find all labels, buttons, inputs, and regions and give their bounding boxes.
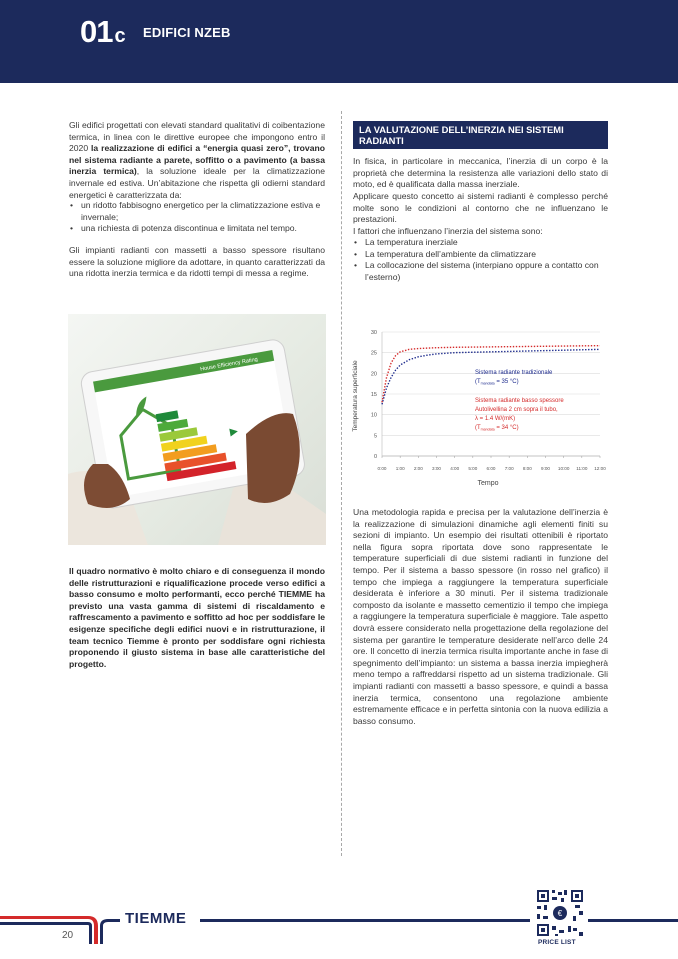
- brand-logo: TIEMME: [125, 910, 187, 927]
- y-tick-label: 5: [373, 433, 377, 440]
- tablet-energy-photo: [68, 314, 326, 545]
- x-tick-label: 0:00: [377, 466, 387, 471]
- section-number: 01 c: [80, 14, 125, 49]
- x-tick-label: 6:00: [486, 466, 496, 471]
- left-bullet: • un ridotto fabbisogno energetico per la climatizzazione estiva e invernale;: [69, 200, 325, 223]
- x-tick-label: 7:00: [504, 466, 514, 471]
- physics-paragraph: In fisica, in particolare in meccanica, l’inerzia di un corpo è la proprietà che determina la resistenza alle variazioni dello stato di moto, ed è qualificata dalla massa inerziale.: [353, 156, 608, 190]
- x-tick-label: 1:00: [395, 466, 405, 471]
- price-list-label: PRICE LIST: [538, 939, 576, 946]
- temperature-chart: [348, 322, 613, 494]
- complexity-paragraph: Applicare questo concetto ai sistemi radianti è complesso perché molte sono le condizioni al contorno che ne influenzano le prestazioni.: [353, 191, 608, 225]
- y-tick-label: 0: [373, 454, 377, 460]
- x-tick-label: 3:00: [432, 466, 441, 471]
- series-line-traditional: [382, 349, 600, 404]
- methodology-paragraph: Una metodologia rapida e precisa per la valutazione dell’inerzia è la realizzazione di simulazioni dinamiche agli elementi finiti su sezioni di impianto. Un esempio dei risultati ottenibili è riportato nella figura sopra riportata dove sono rappresentate le temperature superficiali di due sistemi radianti in funzione del tempo. Per il sistema a basso spessore (in rosso nel grafico) il tempo che impiega a raggiungere la temperatura superficiale desiderata è inferiore a 30 minuti. Per il sistema tradizionale composto da isolante e massetto cementizio il tempo che impiega a raggiungere la temperatura superficiale è maggiore. Tale aspetto dovrà essere considerato nella progettazione della regolazione del sistema per garantire le temperature desiderate nell’arco delle 24 ore. Il concetto di inerzia termica risulta importante anche in fase di spegnimento dell’impianto: un sistema a bassa inerzia impiegherà meno tempo a raffreddarsi rispetto ad un sistema tradizionale. Gli impianti radianti con massetti a basso spessore, e quindi a bassa inerzia termica, consentono una regolazione ambiente estremamente efficace e in perfetta sintonia con la nuova edilizia a basso consumo.: [353, 507, 608, 726]
- left-bold-paragraph: Il quadro normativo è molto chiaro e di conseguenza il mondo delle ristrutturazioni e riqualificazione procede verso edifici a basso consumo e molto performanti, ecco perché TIEMME ha previsto una vasta gamma di sistemi di riscaldamento e raffrescamento a pavimento e soffitto ad hoc per soddisfare le esigenze specifiche degli edifici nuovi e in ristrutturazione, il team tecnico Tiemme è pronto per soddisfare ogni richiesta proponendo il giusto sistema in base alle caratteristiche del progetto.: [69, 566, 325, 669]
- factors-intro: I fattori che influenzano l’inerzia del sistema sono:: [353, 226, 543, 236]
- tablet-screen-title: House Efficiency Rating: [199, 356, 259, 373]
- legend-thin-name: Sistema radiante basso spessore: [475, 398, 564, 404]
- page-number: 20: [62, 930, 74, 941]
- x-tick-label: 2:00: [413, 466, 423, 471]
- intro-paragraph: [69, 120, 325, 201]
- intro-bold-text: la realizzazione di edifici a “energia quasi zero”, trovano nel sistema radiante a parete, soffitto o a pavimento (a bassa inerzia termica): [69, 143, 325, 177]
- chart-x-label: Tempo: [477, 480, 499, 487]
- intro-text: , la soluzione ideale per la climatizzazione invernale ed estiva. Un’abitazione che rispetta gli odierni standard energetici è caratterizzata da:: [69, 166, 325, 200]
- page-header: [0, 0, 678, 83]
- legend-thin-note: ($T_{mandata} = 34$ °C): [475, 425, 519, 432]
- factors-list: [353, 237, 608, 283]
- factor-item: • La collocazione del sistema (interpiano oppure a contatto con l’esterno): [353, 260, 608, 283]
- y-tick-label: 25: [370, 350, 377, 357]
- intro-text: Gli edifici progettati con elevati standard qualitativi di coibentazione termica, in linea con le direttive europee che impongono entro il 2020: [69, 120, 325, 154]
- x-tick-label: 4:00: [450, 466, 460, 471]
- legend-thin-line: λ = 1.4 W/(mK): [475, 416, 516, 422]
- x-tick-label: 10:00: [557, 466, 570, 471]
- qr-code-icon[interactable]: [535, 888, 585, 938]
- x-tick-label: 12:00: [594, 466, 606, 471]
- legend-traditional-name: Sistema radiante tradizionale: [475, 370, 553, 376]
- x-tick-label: 8:00: [522, 466, 532, 471]
- inertia-section-title: LA VALUTAZIONE DELL’INERZIA NEI SISTEMI RADIANTI: [353, 121, 608, 149]
- y-tick-label: 30: [370, 330, 377, 336]
- left-bullet: • una richiesta di potenza discontinua e limitata nel tempo.: [69, 223, 325, 235]
- x-tick-label: 11:00: [576, 466, 588, 471]
- y-tick-label: 10: [370, 412, 377, 419]
- tablet-illustration: [68, 314, 326, 545]
- factor-item: • La temperatura inerziale: [353, 237, 608, 249]
- column-divider: [341, 111, 342, 856]
- factor-item: • La temperatura dell’ambiente da climatizzare: [353, 249, 608, 261]
- legend-traditional: [475, 370, 553, 386]
- left-bullet-list: [69, 200, 325, 235]
- left-paragraph-2: Gli impianti radianti con massetti a basso spessore risultano essere la soluzione migliore da adottare, in quanto caratterizzati da una ridotta inerzia termica e da ridotti tempi di messa a regime.: [69, 245, 325, 279]
- section-title: EDIFICI NZEB: [143, 25, 231, 40]
- y-tick-label: 20: [370, 371, 377, 378]
- legend-traditional-note: ($T_{mandata} = 35$ °C): [475, 379, 519, 386]
- x-tick-label: 5:00: [468, 466, 478, 471]
- chart-y-label: Temperatura superficiale: [352, 360, 359, 432]
- legend-thin-line: Autolivellina 2 cm sopra il tubo,: [475, 407, 558, 413]
- svg-text:€: €: [557, 909, 563, 918]
- x-tick-label: 9:00: [541, 466, 550, 471]
- y-tick-label: 15: [370, 392, 377, 398]
